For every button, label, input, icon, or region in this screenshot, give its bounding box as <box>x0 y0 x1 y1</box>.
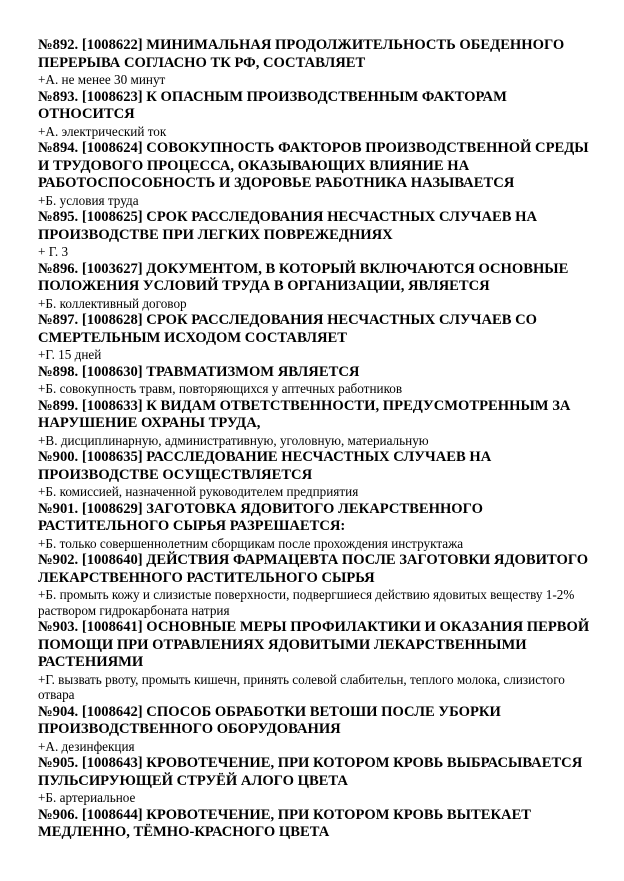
question-text: №896. [1003627] ДОКУМЕНТОМ, В КОТОРЫЙ ВКЛЮЧАЮТСЯ ОСНОВНЫЕ ПОЛОЖЕНИЯ УСЛОВИЙ ТРУДА В ОРГАНИЗАЦИИ, ЯВЛЯЕТСЯ <box>38 260 569 294</box>
document-page <box>38 37 590 842</box>
answer-text: +А. электрический ток <box>38 123 167 139</box>
question-block <box>38 552 590 618</box>
question-block <box>38 449 590 500</box>
answer-text: +Б. комиссией, назначенной руководителем предприятия <box>38 484 359 499</box>
question-text: №897. [1008628] СРОК РАССЛЕДОВАНИЯ НЕСЧАСТНЫХ СЛУЧАЕВ СО СМЕРТЕЛЬНЫМ ИСХОДОМ СОСТАВЛЯЕТ <box>38 312 538 346</box>
question-text: №902. [1008640] ДЕЙСТВИЯ ФАРМАЦЕВТА ПОСЛЕ ЗАГОТОВКИ ЯДОВИТОГО ЛЕКАРСТВЕННОГО РАСТИТЕЛЬНОГО СЫРЬЯ <box>38 552 589 586</box>
question-text: №905. [1008643] КРОВОТЕЧЕНИЕ, ПРИ КОТОРОМ КРОВЬ ВЫБРАСЫВАЕТСЯ ПУЛЬСИРУЮЩЕЙ СТРУЁЙ АЛОГО ЦВЕТА <box>38 755 583 789</box>
question-block <box>38 140 590 208</box>
question-block <box>38 89 590 140</box>
answer-text: +Г. 15 дней <box>38 347 102 362</box>
question-text: №893. [1008623] К ОПАСНЫМ ПРОИЗВОДСТВЕННЫМ ФАКТОРАМ ОТНОСИТСЯ <box>38 88 507 122</box>
question-text: №898. [1008630] ТРАВМАТИЗМОМ ЯВЛЯЕТСЯ <box>38 363 360 380</box>
answer-text: +В. дисциплинарную, административную, уголовную, материальную <box>38 432 429 448</box>
question-block <box>38 704 590 755</box>
question-text: №906. [1008644] КРОВОТЕЧЕНИЕ, ПРИ КОТОРОМ КРОВЬ ВЫТЕКАЕТ МЕДЛЕННО, ТЁМНО-КРАСНОГО ЦВЕТА <box>38 806 532 840</box>
question-block <box>38 807 590 842</box>
answer-text: + Г. 3 <box>38 244 69 259</box>
question-block <box>38 312 590 363</box>
question-text: №904. [1008642] СПОСОБ ОБРАБОТКИ ВЕТОШИ ПОСЛЕ УБОРКИ ПРОИЗВОДСТВЕННОГО ОБОРУДОВАНИЯ <box>38 703 501 737</box>
answer-text: +Б. совокупность травм, повторяющихся у аптечных работников <box>38 381 403 396</box>
question-text: №901. [1008629] ЗАГОТОВКА ЯДОВИТОГО ЛЕКАРСТВЕННОГО РАСТИТЕЛЬНОГО СЫРЬЯ РАЗРЕШАЕТСЯ: <box>38 500 483 534</box>
question-block <box>38 261 590 312</box>
question-text: №894. [1008624] СОВОКУПНОСТЬ ФАКТОРОВ ПРОИЗВОДСТВЕННОЙ СРЕДЫ И ТРУДОВОГО ПРОЦЕССА, ОКАЗЫВАЮЩИХ ВЛИЯНИЕ НА РАБОТОСПОСОБНОСТЬ И ЗДОРОВЬЕ РАБОТНИКА НАЗЫВАЕТСЯ <box>38 140 589 191</box>
answer-text: +Б. условия труда <box>38 192 139 208</box>
question-block <box>38 755 590 806</box>
question-text: №903. [1008641] ОСНОВНЫЕ МЕРЫ ПРОФИЛАКТИКИ И ОКАЗАНИЯ ПЕРВОЙ ПОМОЩИ ПРИ ОТРАВЛЕНИЯХ ЯДОВИТЫМИ ЛЕКАРСТВЕННЫМИ РАСТЕНИЯМИ <box>38 619 590 670</box>
answer-text: +Б. коллективный договор <box>38 295 187 311</box>
question-block <box>38 619 590 703</box>
answer-text: +А. дезинфекция <box>38 738 135 754</box>
answer-text: +А. не менее 30 минут <box>38 72 166 87</box>
question-text: №900. [1008635] РАССЛЕДОВАНИЕ НЕСЧАСТНЫХ СЛУЧАЕВ НА ПРОИЗВОДСТВЕ ОСУЩЕСТВЛЯЕТСЯ <box>38 449 492 483</box>
answer-text: +Б. промыть кожу и слизистые поверхности, подвергшиеся действию ядовитых веществу 1-2% раствором гидрокарбоната натрия <box>38 587 575 618</box>
question-text: №895. [1008625] СРОК РАССЛЕДОВАНИЯ НЕСЧАСТНЫХ СЛУЧАЕВ НА ПРОИЗВОДСТВЕ ПРИ ЛЕГКИХ ПОВРЕЖЕДНИЯХ <box>38 209 538 243</box>
answer-text: +Г. вызвать рвоту, промыть кишечн, принять солевой слабительн, теплого молока, слизистого отвара <box>38 671 565 702</box>
question-block <box>38 37 590 88</box>
answer-text: +Б. только совершеннолетним сборщикам после прохождения инструктажа <box>38 535 464 551</box>
question-block <box>38 398 590 449</box>
question-text: №892. [1008622] МИНИМАЛЬНАЯ ПРОДОЛЖИТЕЛЬНОСТЬ ОБЕДЕННОГО ПЕРЕРЫВА СОГЛАСНО ТК РФ, СОСТАВЛЯЕТ <box>38 37 565 71</box>
question-block <box>38 501 590 552</box>
question-block <box>38 364 590 397</box>
question-block <box>38 209 590 260</box>
answer-text: +Б. артериальное <box>38 790 136 805</box>
question-text: №899. [1008633] К ВИДАМ ОТВЕТСТВЕННОСТИ, ПРЕДУСМОТРЕННЫМ ЗА НАРУШЕНИЕ ОХРАНЫ ТРУДА, <box>38 397 571 431</box>
